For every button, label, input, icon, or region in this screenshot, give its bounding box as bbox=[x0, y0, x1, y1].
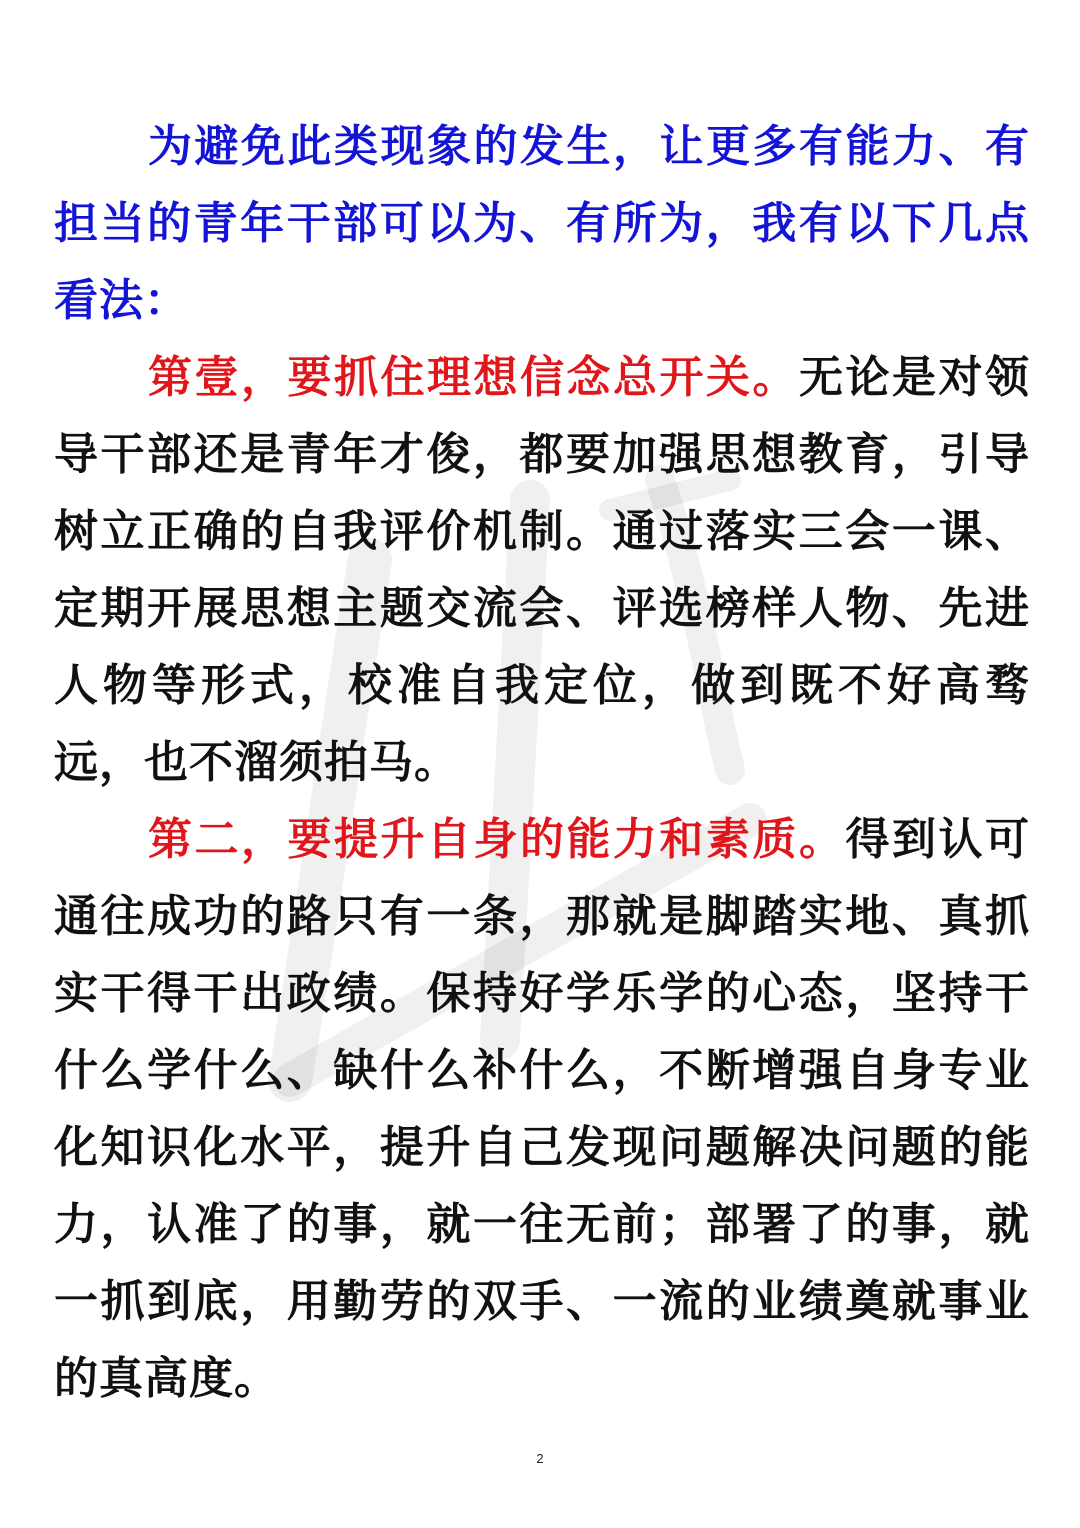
paragraph-point-one bbox=[54, 339, 1030, 801]
point-one-body: 无论是对领导干部还是青年才俊，都要加强思想教育，引导树立正确的自我评价机制。通过落实三会一课、定期开展思想主题交流会、评选榜样人物、先进人物等形式，校准自我定位，做到既不好高骛远，也不溜须拍马。 bbox=[54, 352, 1030, 788]
page-number: 2 bbox=[536, 1451, 544, 1466]
paragraph-intro bbox=[54, 108, 1030, 339]
document-body bbox=[54, 108, 1030, 1417]
point-two-heading: 第二，要提升自身的能力和素质。 bbox=[148, 814, 846, 865]
paragraph-point-two bbox=[54, 801, 1030, 1417]
point-one-heading: 第壹，要抓住理想信念总开关。 bbox=[148, 352, 799, 403]
point-two-body: 得到认可通往成功的路只有一条，那就是脚踏实地、真抓实干得干出政绩。保持好学乐学的心态，坚持干什么学什么、缺什么补什么，不断增强自身专业化知识化水平，提升自己发现问题解决问题的能力，认准了的事，就一往无前；部署了的事，就一抓到底，用勤劳的双手、一流的业绩奠就事业的真高度。 bbox=[54, 814, 1030, 1404]
intro-text: 为避免此类现象的发生，让更多有能力、有担当的青年干部可以为、有所为，我有以下几点看法： bbox=[54, 121, 1030, 326]
